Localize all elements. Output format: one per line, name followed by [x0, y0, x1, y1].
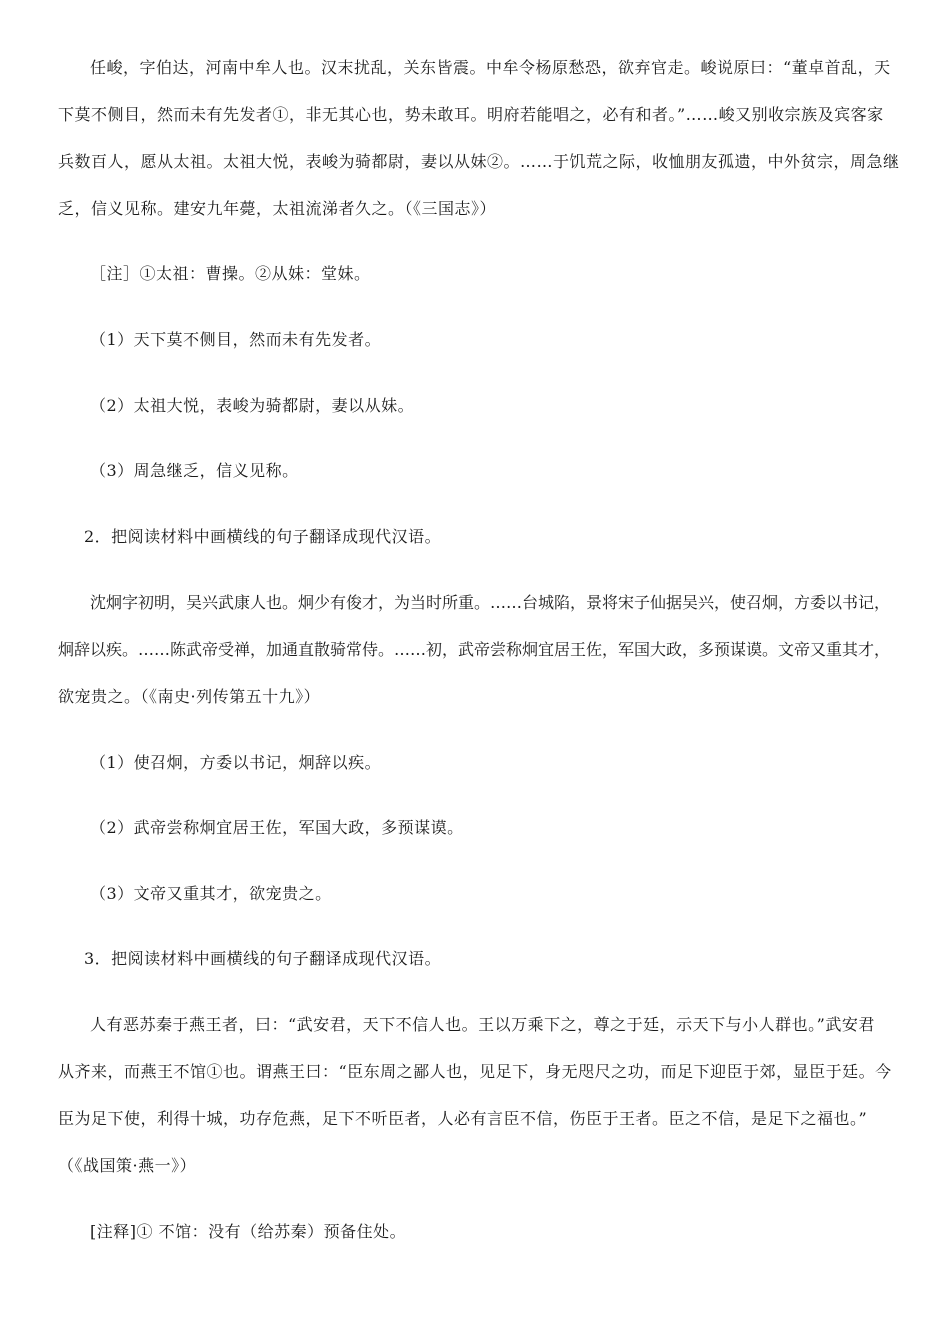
passage-1-line-2: 下莫不侧目，然而未有先发者①，非无其心也，势未敢耳。明府若能唱之，必有和者。”……峻又别收宗族及宾客家 [58, 105, 884, 124]
note-3: [注释]① 不馆：没有（给苏秦）预备住处。 [90, 1222, 407, 1241]
question-2-1: （1）使召炯，方委以书记，炯辞以疾。 [90, 753, 382, 772]
section-2-heading: 2．把阅读材料中画横线的句子翻译成现代汉语。 [84, 527, 442, 546]
question-1-2: （2）太祖大悦，表峻为骑都尉，妻以从妹。 [90, 396, 415, 415]
passage-1-line-1: 任峻，字伯达，河南中牟人也。汉末扰乱，关东皆震。中牟令杨原愁恐，欲弃官走。峻说原曰：“董卓首乱，天 [90, 58, 891, 77]
question-1-1: （1）天下莫不侧目，然而未有先发者。 [90, 330, 382, 349]
passage-3-line-1: 人有恶苏秦于燕王者，曰：“武安君，天下不信人也。王以万乘下之，尊之于廷，示天下与小人群也。”武安君 [90, 1015, 875, 1034]
passage-1-line-4: 乏，信义见称。建安九年薨，太祖流涕者久之。（《三国志》） [58, 199, 497, 218]
note-1: ［注］①太祖：曹操。②从妹：堂妹。 [90, 264, 371, 283]
question-1-3: （3）周急继乏，信义见称。 [90, 461, 299, 480]
passage-3-line-3: 臣为足下使，利得十城，功存危燕，足下不听臣者，人必有言臣不信，伤臣于王者。臣之不信，是足下之福也。” [58, 1109, 868, 1128]
passage-1-line-3: 兵数百人，愿从太祖。太祖大悦，表峻为骑都尉，妻以从妹②。……于饥荒之际，收恤朋友孤遗，中外贫宗，周急继 [58, 152, 900, 171]
question-2-2: （2）武帝尝称炯宜居王佐，军国大政，多预谋谟。 [90, 818, 464, 837]
passage-3-line-4: （《战国策·燕一》） [58, 1156, 197, 1175]
section-3-heading: 3．把阅读材料中画横线的句子翻译成现代汉语。 [84, 949, 442, 968]
passage-3-line-2: 从齐来，而燕王不馆①也。谓燕王曰：“臣东周之鄙人也，见足下，身无咫尺之功，而足下迎臣于郊，显臣于廷。今 [58, 1062, 892, 1081]
passage-2-line-2: 炯辞以疾。……陈武帝受禅，加通直散骑常侍。……初，武帝尝称炯宜居王佐，军国大政，多预谋谟。文帝又重其才， [58, 640, 891, 659]
passage-2-line-1: 沈炯字初明，吴兴武康人也。炯少有俊才，为当时所重。……台城陷，景将宋子仙据吴兴，使召炯，方委以书记， [90, 593, 891, 612]
question-2-3: （3）文帝又重其才，欲宠贵之。 [90, 884, 332, 903]
passage-2-line-3: 欲宠贵之。（《南史·列传第五十九》） [58, 687, 321, 706]
